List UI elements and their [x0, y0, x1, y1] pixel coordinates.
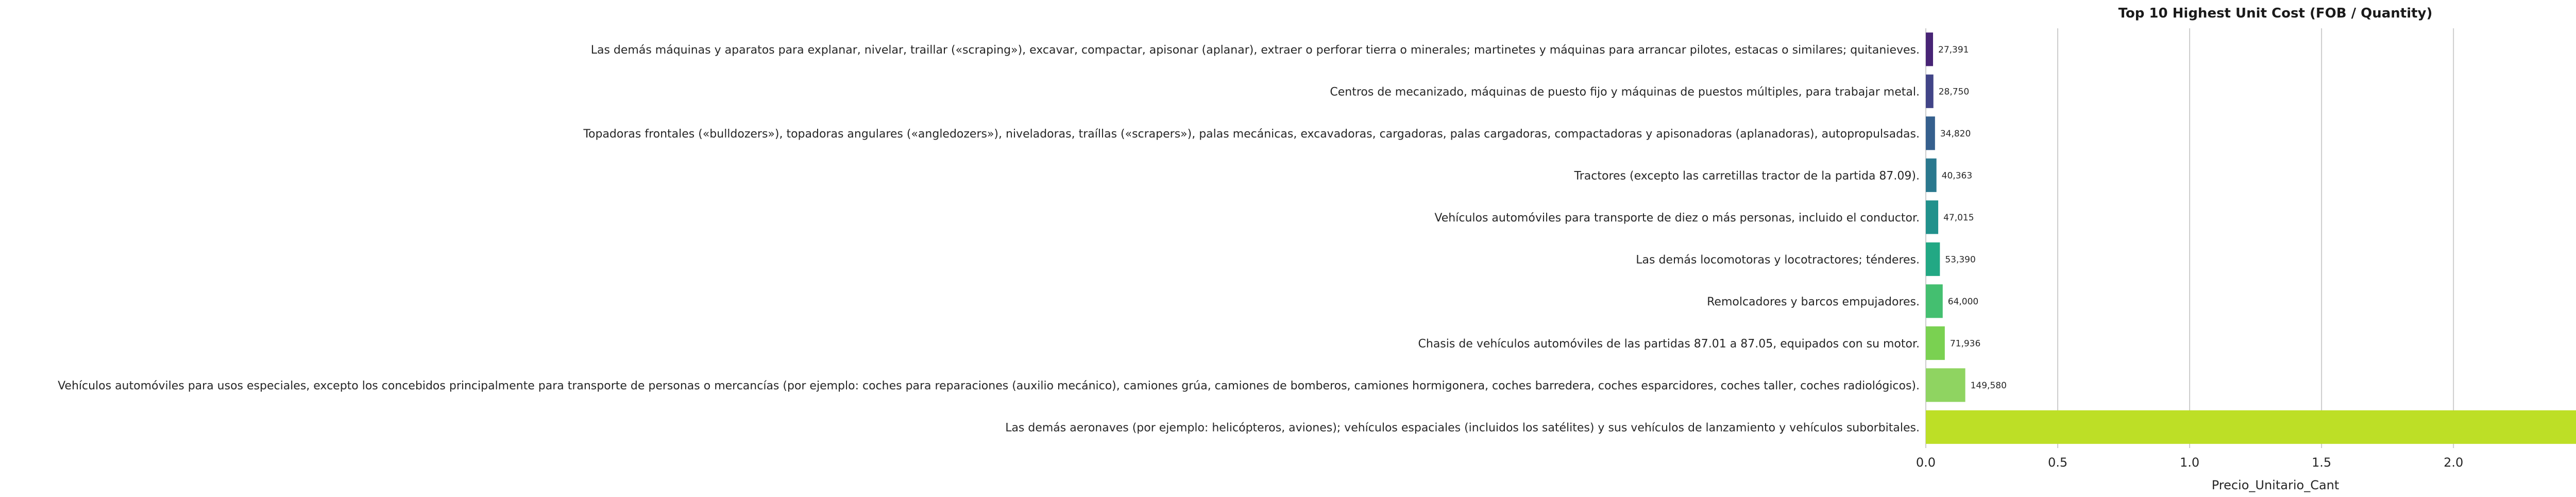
category-label: Las demás aeronaves (por ejemplo: helicópteros, aviones); vehículos espaciales (incluidos los satélites) y sus vehículos de lanzamiento y vehículos suborbitales. [1005, 421, 1920, 435]
x-tick-labels [1916, 455, 2576, 470]
bar [1926, 243, 1940, 276]
bar [1926, 284, 1943, 318]
data-label: 27,391 [1938, 44, 1969, 55]
chart-title: Top 10 Highest Unit Cost (FOB / Quantity) [2118, 6, 2433, 21]
x-axis-label: Precio_Unitario_Cant [2211, 478, 2340, 492]
category-label: Las demás locomotoras y locotractores; ténderes. [1636, 253, 1920, 267]
bar [1926, 32, 1933, 66]
category-label: Las demás máquinas y aparatos para explanar, nivelar, traillar («scraping»), excavar, compactar, apisonar (aplanar), extraer o perforar tierra o minerales; martinetes y máquinas para arrancar pilotes, estacas o similares; quitanieves. [590, 43, 1920, 57]
x-tick-label: 0.5 [2047, 455, 2068, 470]
data-label: 64,000 [1947, 296, 1979, 307]
bar [1926, 410, 2576, 444]
bar [1926, 327, 1945, 360]
data-label: 47,015 [1943, 212, 1974, 223]
x-tick-label: 0.0 [1916, 455, 1936, 470]
category-label: Topadoras frontales («bulldozers»), topadoras angulares («angledozers»), niveladoras, traíllas («scrapers»), palas mecánicas, excavadoras, cargadoras, palas cargadoras, compactadoras y apisonadoras (aplanadoras), autopropulsadas. [583, 127, 1920, 141]
data-label: 71,936 [1950, 338, 1981, 349]
category-label: Tractores (excepto las carretillas tractor de la partida 87.09). [1574, 169, 1920, 183]
x-tick-label: 1.0 [2179, 455, 2200, 470]
bar [1926, 75, 1934, 108]
category-label: Vehículos automóviles para transporte de diez o más personas, incluido el conductor. [1434, 211, 1920, 225]
bars [1926, 32, 2576, 444]
category-label: Centros de mecanizado, máquinas de puesto fijo y máquinas de puestos múltiples, para trabajar metal. [1330, 85, 1920, 99]
data-label: 40,363 [1941, 170, 1973, 181]
data-label: 149,580 [1970, 380, 2007, 391]
value-labels [1938, 45, 2576, 433]
grid-lines [1926, 28, 2576, 448]
data-label: 28,750 [1938, 87, 1970, 97]
category-label: Vehículos automóviles para usos especiales, excepto los concebidos principalmente para transporte de personas o mercancías (por ejemplo: coches para reparaciones (auxilio mecánico), camiones grúa, camiones de bomberos, camiones hormigonera, coches barredera, coches esparcidores, coches taller, coches radiológicos). [58, 379, 1920, 392]
bar [1926, 368, 1965, 402]
category-label: Remolcadores y barcos empujadores. [1707, 295, 1920, 309]
bar [1926, 159, 1937, 192]
x-tick-label: 2.0 [2444, 455, 2464, 470]
data-label: 53,390 [1945, 254, 1976, 265]
x-tick-label: 1.5 [2312, 455, 2332, 470]
bar [1926, 116, 1935, 150]
bar [1926, 200, 1938, 234]
data-label: 34,820 [1940, 128, 1971, 139]
category-labels [58, 44, 1920, 435]
category-label: Chasis de vehículos automóviles de las partidas 87.01 a 87.05, equipados con su motor. [1418, 337, 1920, 351]
